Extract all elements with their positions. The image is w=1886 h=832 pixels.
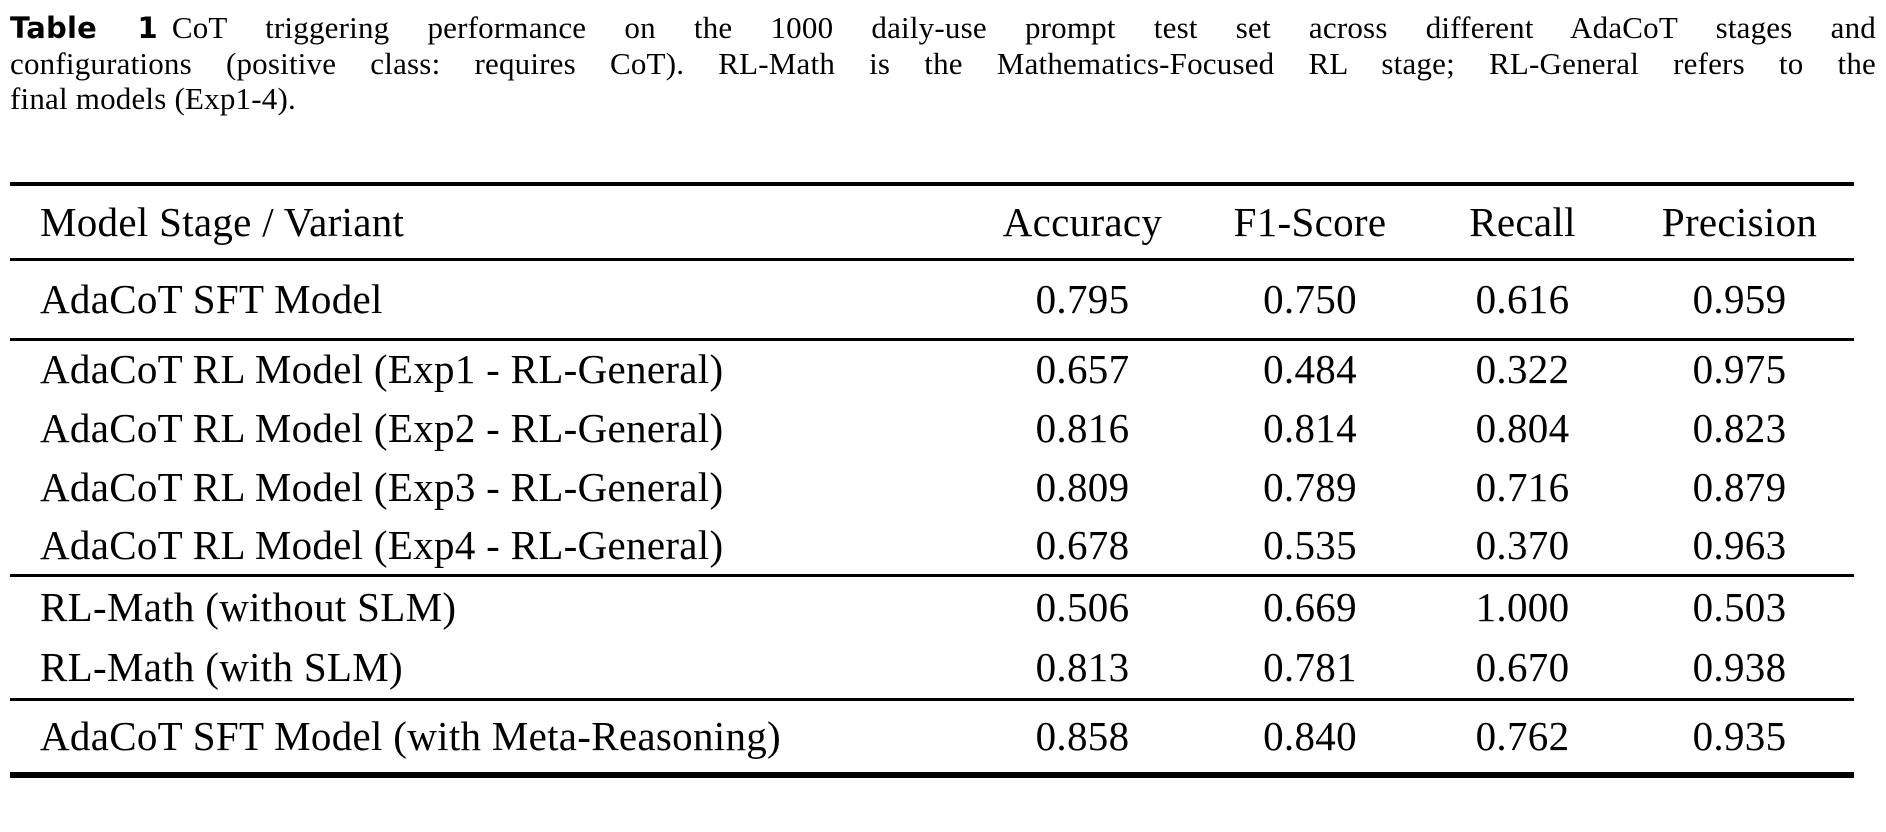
model-name-cell: AdaCoT SFT Model (with Meta-Reasoning) [40, 713, 781, 760]
metric-cell: 0.959 [1692, 276, 1787, 322]
metric-cell: 0.963 [1692, 521, 1787, 568]
model-name-cell: AdaCoT RL Model (Exp3 - RL-General) [40, 463, 724, 510]
metric-cell: 0.716 [1475, 463, 1570, 510]
metric-cell: 0.840 [1263, 713, 1357, 760]
metric-cell: 0.813 [1035, 644, 1130, 691]
metric-cell: 0.669 [1263, 583, 1357, 630]
table-row [10, 516, 1854, 575]
metric-cell: 0.823 [1692, 404, 1787, 451]
row-group-rl-general [10, 339, 1854, 575]
row-group-sft [10, 259, 1854, 339]
metric-cell: 1.000 [1475, 583, 1570, 630]
table-row [10, 575, 1854, 637]
metric-cell: 0.750 [1263, 276, 1357, 322]
table-label: Table 1 [10, 11, 158, 45]
metric-cell: 0.935 [1692, 713, 1787, 760]
metric-cell: 0.809 [1035, 463, 1130, 510]
column-header-precision: Precision [1661, 198, 1818, 245]
caption-line: final models (Exp1-4). [10, 81, 296, 116]
table-row [10, 259, 1854, 339]
results-table [10, 182, 1854, 778]
row-group-rl-math [10, 575, 1854, 699]
metric-cell: 0.484 [1263, 346, 1357, 393]
model-name-cell: AdaCoT RL Model (Exp2 - RL-General) [40, 404, 724, 451]
metric-cell: 0.616 [1475, 276, 1570, 322]
metric-cell: 0.678 [1035, 521, 1130, 568]
caption-line: configurations (positive class: requires CoT). RL-Math is the Mathematics-Focused RL stage; RL-General refers to the [10, 46, 1876, 81]
metric-cell: 0.789 [1263, 463, 1357, 510]
model-name-cell: AdaCoT RL Model (Exp4 - RL-General) [40, 521, 724, 568]
model-name-cell: AdaCoT RL Model (Exp1 - RL-General) [40, 346, 724, 393]
table-row [10, 339, 1854, 398]
table-row [10, 637, 1854, 699]
model-name-cell: AdaCoT SFT Model [40, 276, 383, 322]
table-row [10, 457, 1854, 516]
metric-cell: 0.795 [1035, 276, 1130, 322]
metric-cell: 0.370 [1475, 521, 1570, 568]
metric-cell: 0.322 [1475, 346, 1570, 393]
model-name-cell: RL-Math (with SLM) [40, 644, 403, 691]
metric-cell: 0.804 [1475, 404, 1570, 451]
caption-line [10, 10, 1876, 46]
column-header-f1-score: F1-Score [1233, 198, 1387, 245]
table-row [10, 699, 1854, 775]
caption-text: CoT triggering performance on the 1000 daily-use prompt test set across different AdaCoT stages and [171, 10, 1877, 45]
metric-cell: 0.879 [1692, 463, 1787, 510]
column-header-recall: Recall [1469, 198, 1576, 245]
row-group-meta-reasoning [10, 699, 1854, 775]
metric-cell: 0.657 [1035, 346, 1130, 393]
metric-cell: 0.816 [1035, 404, 1130, 451]
table-row [10, 398, 1854, 457]
metric-cell: 0.938 [1692, 644, 1787, 691]
metric-cell: 0.506 [1035, 583, 1130, 630]
column-header-model-stage: Model Stage / Variant [40, 198, 405, 245]
metric-cell: 0.858 [1035, 713, 1130, 760]
metric-cell: 0.975 [1692, 346, 1787, 393]
metric-cell: 0.814 [1263, 404, 1357, 451]
model-name-cell: RL-Math (without SLM) [40, 583, 457, 630]
metric-cell: 0.762 [1475, 713, 1570, 760]
metric-cell: 0.670 [1475, 644, 1570, 691]
metric-cell: 0.781 [1263, 644, 1357, 691]
metric-cell: 0.503 [1692, 583, 1787, 630]
header-row [10, 184, 1854, 259]
table-caption [0, 0, 1886, 116]
metric-cell: 0.535 [1263, 521, 1357, 568]
column-header-accuracy: Accuracy [1002, 198, 1163, 245]
